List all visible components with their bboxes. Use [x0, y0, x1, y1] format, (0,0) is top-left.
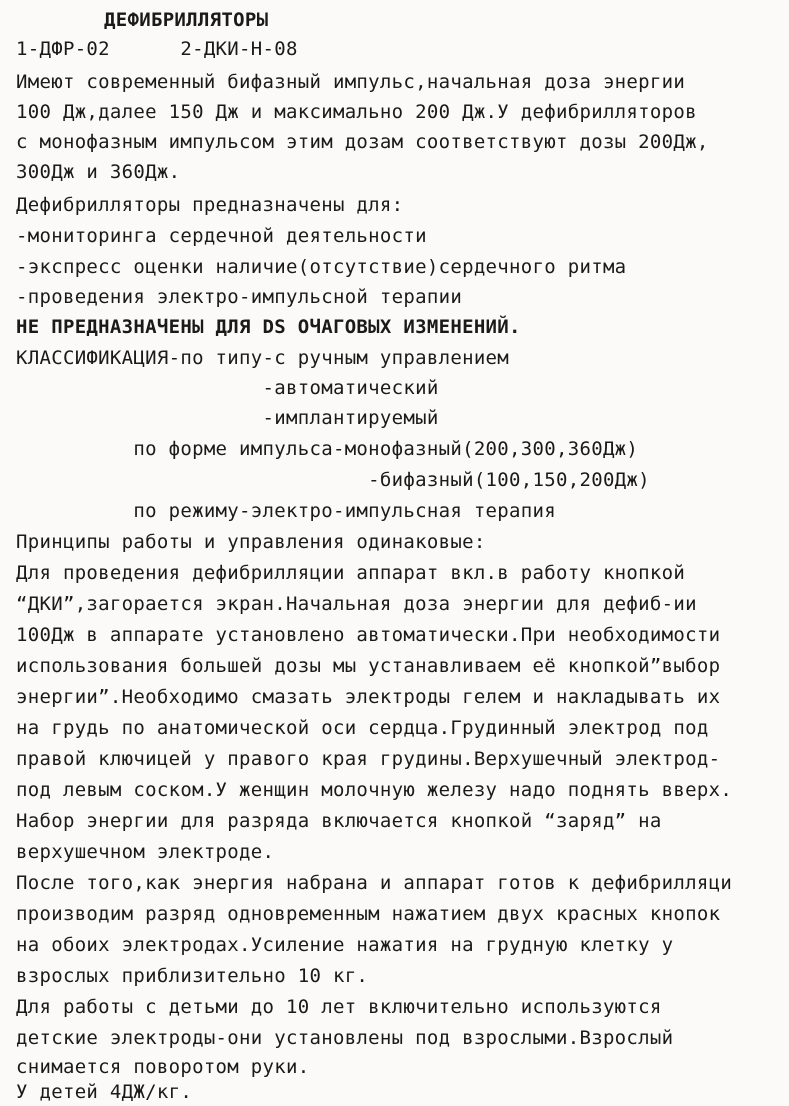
text-line: снимается поворотом руки.	[16, 1056, 310, 1078]
classification-line: по режиму-электро-импульсная терапия	[16, 500, 556, 522]
text-line: 300Дж и 360Дж.	[16, 161, 181, 183]
classification-line: -автоматический	[16, 377, 439, 399]
text-line: Дефибрилляторы предназначены для:	[16, 194, 404, 216]
text-line: -экспресс оценки наличие(отсутствие)сердечного ритма	[16, 256, 627, 278]
text-line: верхушечном электроде.	[16, 841, 275, 863]
text-line: использования большей дозы мы устанавливаем её кнопкой”выбор	[16, 655, 721, 677]
text-line: -мониторинга сердечной деятельности	[16, 225, 427, 247]
classification-line: КЛАССИФИКАЦИЯ-по типу-с ручным управлением	[16, 347, 510, 369]
text-line: Набор энергии для разряда включается кнопкой “заряд” на	[16, 810, 662, 832]
text-line: У детей 4ДЖ/кг.	[16, 1081, 193, 1103]
text-line: взрослых приблизительно 10 кг.	[16, 965, 369, 987]
text-line: Принципы работы и управления одинаковые:	[16, 531, 486, 553]
classification-line: по форме импульса-монофазный(200,300,360Дж)	[16, 438, 639, 460]
text-line: на обоих электродах.Усиление нажатия на грудную клетку у	[16, 934, 674, 956]
text-line: После того,как энергия набрана и аппарат готов к дефибрилляци	[16, 872, 733, 894]
text-line: с монофазным импульсом этим дозам соответствуют дозы 200Дж,	[16, 131, 709, 153]
classification-line: -имплантируемый	[16, 407, 439, 429]
warning-line: НЕ ПРЕДНАЗНАЧЕНЫ ДЛЯ DS ОЧАГОВЫХ ИЗМЕНЕНИЙ.	[16, 316, 521, 338]
text-line: Имеют современный бифазный импульс,начальная доза энергии	[16, 71, 686, 93]
text-line: на грудь по анатомической оси сердца.Грудинный электрод под	[16, 717, 709, 739]
text-line: -проведения электро-импульсной терапии	[16, 286, 463, 308]
text-line: Для работы с детьми до 10 лет включительно используются	[16, 996, 662, 1018]
text-line: 100Дж в аппарате установлено автоматически.При необходимости	[16, 624, 721, 646]
text-line: Для проведения дефибрилляции аппарат вкл.в работу кнопкой	[16, 562, 686, 584]
text-line: под левым соском.У женщин молочную железу надо поднять вверх.	[16, 779, 733, 801]
document-title: ДЕФИБРИЛЛЯТОРЫ	[104, 9, 269, 31]
text-line: правой ключицей у правого края грудины.Верхушечный электрод-	[16, 748, 721, 770]
text-line: 100 Дж,далее 150 Дж и максимально 200 Дж.У дефибрилляторов	[16, 101, 697, 123]
text-line: энергии”.Необходимо смазать электроды гелем и накладывать их	[16, 686, 721, 708]
text-line: “ДКИ”,загорается экран.Начальная доза энергии для дефиб-ии	[16, 593, 697, 615]
text-line: производим разряд одновременным нажатием двух красных кнопок	[16, 903, 721, 925]
text-line: детские электроды-они установлены под взрослыми.Взрослый	[16, 1027, 674, 1049]
classification-line: -бифазный(100,150,200Дж)	[16, 469, 650, 491]
device-models: 1-ДФР-02 2-ДКИ-Н-08	[16, 38, 298, 60]
